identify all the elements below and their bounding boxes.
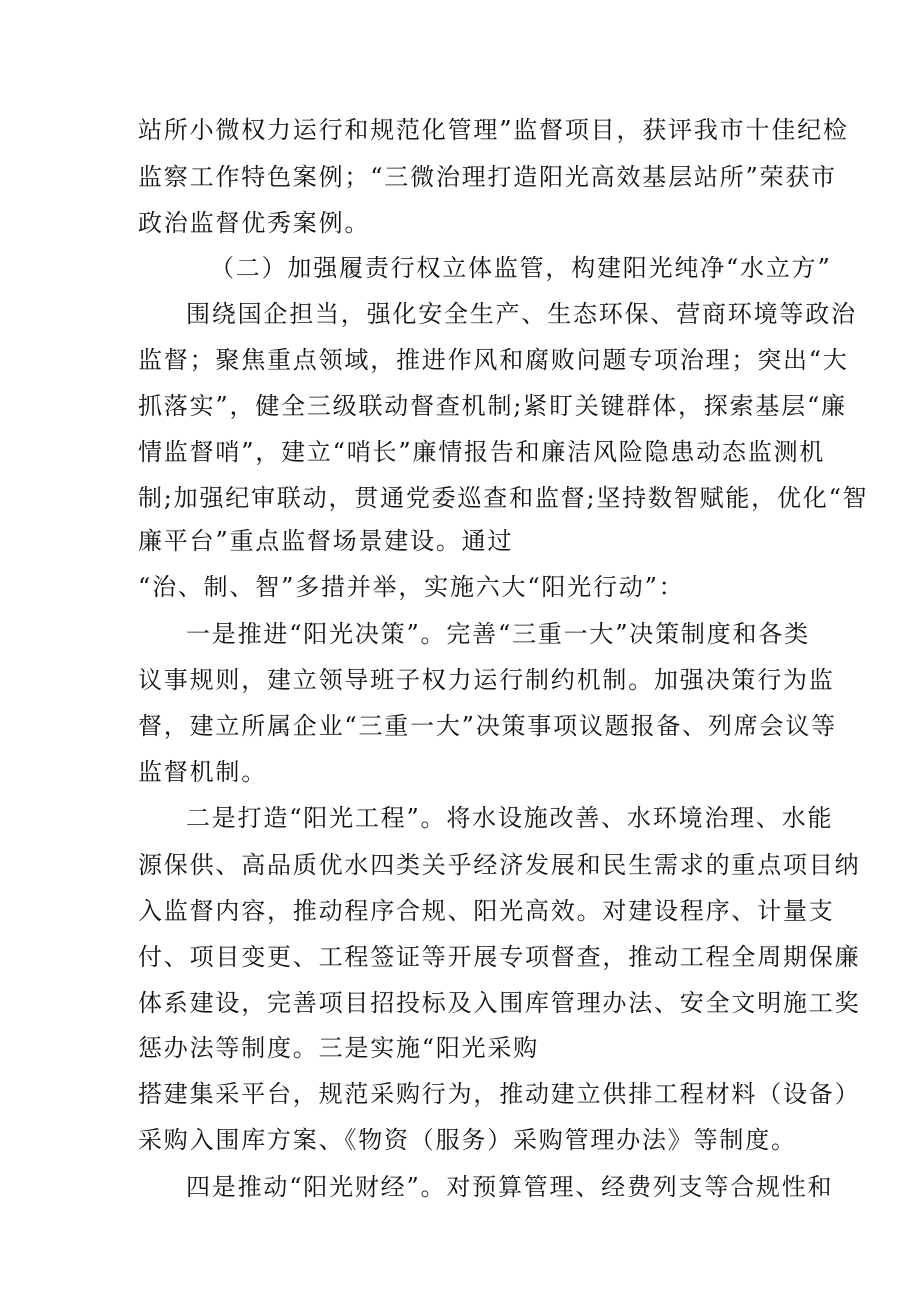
text-line: 监督机制。	[138, 758, 267, 786]
text-line: 入监督内容，推动程序合规、阳光高效。对建设程序、计量支	[138, 897, 835, 925]
text-line: 监察工作特色案例；“三微治理打造阳光高效基层站所”荣获市	[138, 163, 837, 191]
text-line: 政治监督优秀案例。	[138, 209, 371, 237]
text-line: 站所小微权力运行和规范化管理”监督项目，获评我市十佳纪检	[138, 116, 849, 144]
section-heading: （二）加强履责行权立体监管，构建阳光纯净“水立方”	[210, 254, 832, 282]
text-line: 搭建集采平台，规范采购行为，推动建立供排工程材料（设备）	[138, 1080, 861, 1108]
text-line: 督，建立所属企业“三重一大”决策事项议题报备、列席会议等	[138, 712, 837, 740]
text-line: “治、制、智”多措并举，实施六大“阳光行动”：	[138, 573, 685, 601]
text-line: 付、项目变更、工程签证等开展专项督查，推动工程全周期保廉	[138, 943, 861, 971]
text-line: 制;加强纪审联动，贯通党委巡查和监督;坚持数智赋能，优化“智	[138, 484, 869, 512]
text-line: 议事规则，建立领导班子权力运行制约机制。加强决策行为监	[138, 666, 835, 694]
text-line: 一是推进“阳光决策”。完善“三重一大”决策制度和各类	[186, 620, 810, 648]
text-line: 采购入围库方案、《物资（服务）采购管理办法》等制度。	[138, 1126, 797, 1154]
text-line: 情监督哨”，建立“哨长”廉情报告和廉洁风险隐患动态监测机	[138, 438, 826, 466]
text-line: 四是推动“阳光财经”。对预算管理、经费列支等合规性和	[186, 1173, 834, 1201]
text-line: 惩办法等制度。三是实施“阳光采购	[138, 1034, 540, 1062]
text-line: 体系建设，完善项目招投标及入围库管理办法、安全文明施工奖	[138, 989, 861, 1017]
text-line: 抓落实”，健全三级联动督查机制;紧盯关键群体，探索基层“廉	[138, 392, 847, 420]
text-line: 源保供、高品质优水四类关乎经济发展和民生需求的重点项目纳	[138, 851, 861, 879]
text-line: 二是打造“阳光工程”。将水设施改善、水环境治理、水能	[186, 804, 834, 832]
text-line: 监督；聚焦重点领域，推进作风和腐败问题专项治理；突出“大	[138, 346, 849, 374]
text-line: 围绕国企担当，强化安全生产、生态环保、营商环境等政治	[186, 300, 857, 328]
text-line: 廉平台”重点监督场景建设。通过	[138, 527, 514, 555]
